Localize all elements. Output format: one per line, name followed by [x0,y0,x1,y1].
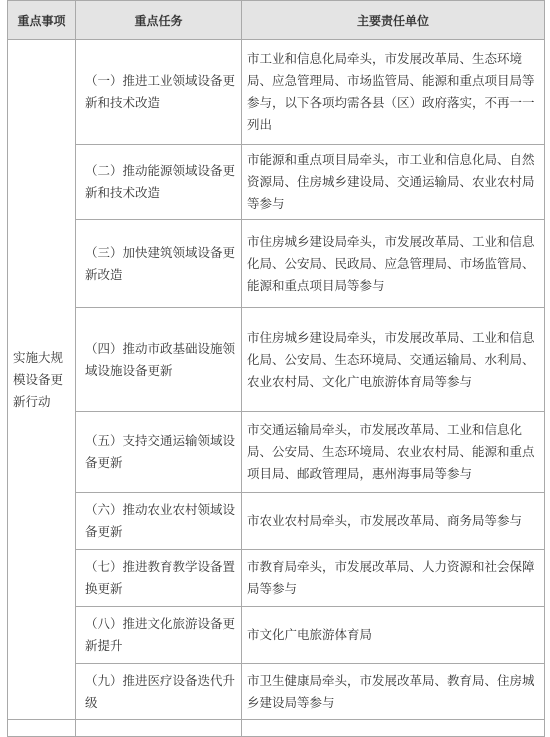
table-row [8,220,545,308]
task-cell: （四）推动市政基础设施领域设施设备更新 [76,308,242,412]
table-row-cut [8,720,545,737]
task-cell: （五）支持交通运输领域设备更新 [76,412,242,493]
table-row [8,493,545,550]
table-header-row [8,1,545,40]
unit-cell: 市工业和信息化局牵头，市发展改革局、生态环境局、应急管理局、市场监管局、能源和重点项目局等参与，以下各项均需各县（区）政府落实，不再一一列出 [242,40,545,145]
header-key-items: 重点事项 [8,1,76,40]
unit-cell: 市能源和重点项目局牵头，市工业和信息化局、自然资源局、住房城乡建设局、交通运输局、农业农村局等参与 [242,145,545,220]
table-row [8,412,545,493]
category-cell: 实施大规模设备更新行动 [8,40,76,720]
unit-cell: 市卫生健康局牵头，市发展改革局、教育局、住房城乡建设局等参与 [242,664,545,720]
unit-cell: 市交通运输局牵头，市发展改革局、工业和信息化局、公安局、生态环境局、农业农村局、能源和重点项目局、邮政管理局，惠州海事局等参与 [242,412,545,493]
task-cell: （一）推进工业领域设备更新和技术改造 [76,40,242,145]
table-row [8,308,545,412]
task-cell: （二）推动能源领域设备更新和技术改造 [76,145,242,220]
empty-cell [8,720,76,737]
empty-cell [242,720,545,737]
unit-cell: 市教育局牵头，市发展改革局、人力资源和社会保障局等参与 [242,550,545,607]
task-cell: （三）加快建筑领域设备更新改造 [76,220,242,308]
unit-cell: 市农业农村局牵头，市发展改革局、商务局等参与 [242,493,545,550]
table-row [8,607,545,664]
empty-cell [76,720,242,737]
header-responsible-units: 主要责任单位 [242,1,545,40]
table-row [8,145,545,220]
unit-cell: 市文化广电旅游体育局 [242,607,545,664]
header-key-tasks: 重点任务 [76,1,242,40]
responsibility-table [7,0,545,737]
table-row [8,40,545,145]
task-cell: （九）推进医疗设备迭代升级 [76,664,242,720]
table-row [8,550,545,607]
task-cell: （七）推进教育教学设备置换更新 [76,550,242,607]
task-cell: （八）推进文化旅游设备更新提升 [76,607,242,664]
table-row [8,664,545,720]
task-cell: （六）推动农业农村领域设备更新 [76,493,242,550]
unit-cell: 市住房城乡建设局牵头，市发展改革局、工业和信息化局、公安局、民政局、应急管理局、市场监管局、能源和重点项目局等参与 [242,220,545,308]
unit-cell: 市住房城乡建设局牵头，市发展改革局、工业和信息化局、公安局、生态环境局、交通运输局、水利局、农业农村局、文化广电旅游体育局等参与 [242,308,545,412]
